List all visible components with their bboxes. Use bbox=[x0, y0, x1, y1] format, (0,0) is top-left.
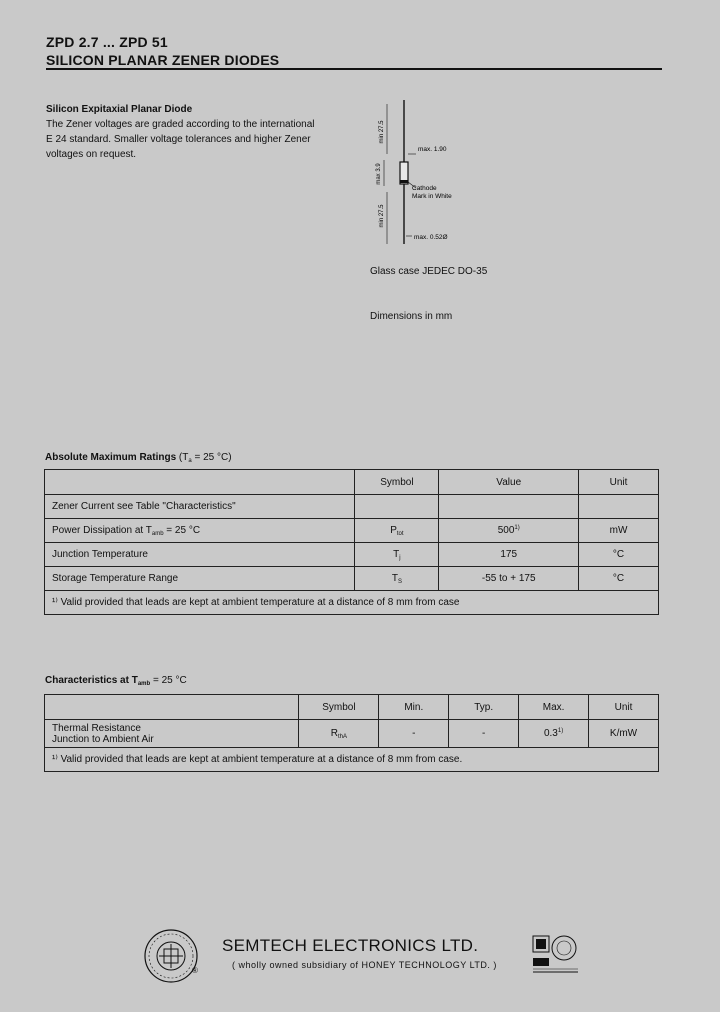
header-value: Value bbox=[439, 470, 579, 495]
ratings-title bbox=[45, 452, 232, 464]
title-rule bbox=[46, 68, 662, 70]
row-symbol: $T_S$ bbox=[355, 567, 439, 591]
intro-paragraph bbox=[46, 117, 346, 162]
row-unit: K/mW bbox=[589, 720, 659, 748]
case-caption: Glass case JEDEC DO-35 bbox=[370, 266, 488, 277]
intro-heading: Silicon Expitaxial Planar Diode bbox=[46, 104, 193, 115]
header-unit: Unit bbox=[589, 695, 659, 720]
label-mark: Mark in White bbox=[412, 193, 452, 200]
row-param: Storage Temperature Range bbox=[45, 567, 355, 591]
header-min: Min. bbox=[379, 695, 449, 720]
label-lead-dia: max. 0.52Ø bbox=[414, 234, 448, 241]
label-min-bottom: min 27.5 bbox=[379, 204, 385, 228]
label-cathode: Cathode bbox=[412, 185, 437, 192]
row-symbol: $P_{tot}$ bbox=[355, 519, 439, 543]
row-min: - bbox=[379, 720, 449, 748]
row-param: Zener Current see Table "Characteristics" bbox=[45, 495, 355, 519]
row-unit: °C bbox=[579, 567, 659, 591]
dims-caption: Dimensions in mm bbox=[370, 311, 453, 322]
ratings-table bbox=[44, 469, 659, 615]
table-row bbox=[45, 543, 659, 567]
table-header-row bbox=[45, 695, 659, 720]
characteristics-table bbox=[44, 694, 659, 772]
cathode-band bbox=[400, 180, 408, 183]
header-typ: Typ. bbox=[449, 695, 519, 720]
package-drawing bbox=[360, 96, 480, 252]
table-row bbox=[45, 519, 659, 543]
row-value: 175 bbox=[439, 543, 579, 567]
header-param bbox=[45, 470, 355, 495]
intro-line: E 24 standard. Smaller voltage tolerances and higher Zener bbox=[46, 134, 311, 145]
company-logo bbox=[143, 928, 199, 984]
label-min-top: min 27.5 bbox=[379, 120, 385, 144]
intro-line: The Zener voltages are graded according to the international bbox=[46, 119, 315, 130]
ratings-condition: ($T_a = 25$ °C) bbox=[178, 452, 232, 464]
row-param: Thermal Resistance Junction to Ambient Air bbox=[45, 720, 299, 748]
table-row bbox=[45, 720, 659, 748]
row-value: 500$^{1)}$ bbox=[439, 519, 579, 543]
certification-badge bbox=[532, 934, 580, 976]
table-header-row bbox=[45, 470, 659, 495]
table-row bbox=[45, 567, 659, 591]
label-max-dia: max. 1.90 bbox=[418, 146, 447, 153]
row-value bbox=[439, 495, 579, 519]
ratings-footnote: ¹⁾ Valid provided that leads are kept at ambient temperature at a distance of 8 mm from case bbox=[45, 591, 659, 615]
registered-mark: ® bbox=[192, 966, 198, 975]
page-subtitle: SILICON PLANAR ZENER DIODES bbox=[46, 52, 280, 68]
row-symbol bbox=[355, 495, 439, 519]
row-unit bbox=[579, 495, 659, 519]
company-name: SEMTECH ELECTRONICS LTD. bbox=[222, 936, 479, 955]
ratings-title-text: Absolute Maximum Ratings bbox=[45, 452, 177, 463]
row-param: Power Dissipation at $T_{amb} = 25$ °C bbox=[45, 519, 355, 543]
table-row bbox=[45, 495, 659, 519]
row-max: 0.3$^{1)}$ bbox=[519, 720, 589, 748]
header-max: Max. bbox=[519, 695, 589, 720]
header-symbol: Symbol bbox=[355, 470, 439, 495]
char-footnote: ¹⁾ Valid provided that leads are kept at ambient temperature at a distance of 8 mm from case. bbox=[45, 748, 659, 772]
row-typ: - bbox=[449, 720, 519, 748]
row-value: -55 to + 175 bbox=[439, 567, 579, 591]
header-symbol: Symbol bbox=[299, 695, 379, 720]
intro-line: voltages on request. bbox=[46, 149, 137, 160]
row-symbol: $T_j$ bbox=[355, 543, 439, 567]
company-subsidiary: ( wholly owned subsidiary of HONEY TECHNOLOGY LTD. ) bbox=[232, 960, 497, 970]
header-param bbox=[45, 695, 299, 720]
table-footnote-row bbox=[45, 748, 659, 772]
row-unit: °C bbox=[579, 543, 659, 567]
page-title: ZPD 2.7 ... ZPD 51 bbox=[46, 34, 168, 50]
char-title: Characteristics at $T_{amb} = 25$ °C bbox=[45, 675, 187, 687]
row-param: Junction Temperature bbox=[45, 543, 355, 567]
label-max-body: max 3.9 bbox=[376, 163, 382, 185]
row-symbol: $R_{thA}$ bbox=[299, 720, 379, 748]
table-footnote-row bbox=[45, 591, 659, 615]
row-unit: mW bbox=[579, 519, 659, 543]
header-unit: Unit bbox=[579, 470, 659, 495]
